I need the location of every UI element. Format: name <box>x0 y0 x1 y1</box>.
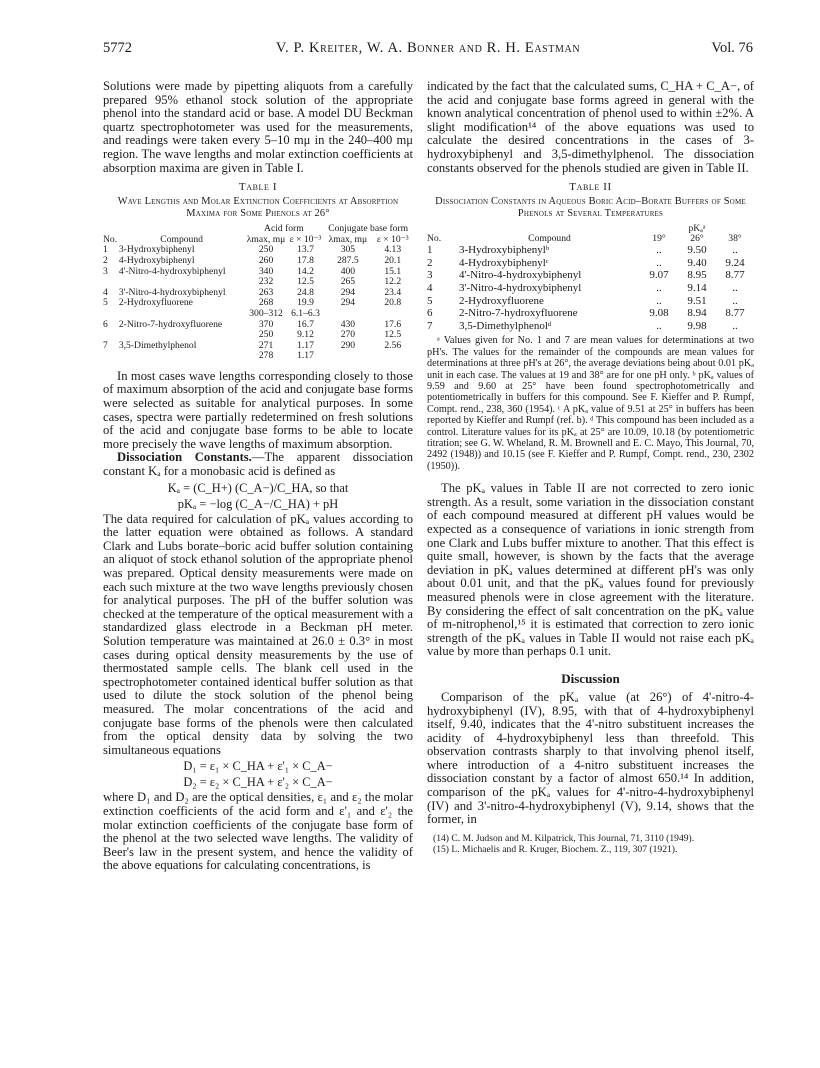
table-row: 250 9.12 270 12.5 <box>258 329 402 341</box>
table2-pka-header: pKₐᵃ <box>688 223 706 235</box>
paragraph: indicated by the fact that the calculated sums, C_HA + C_A−, of the acid and conjugate base forms agreed in general with the known analytical concentration of phenol used to within ±2%. A slight modification¹⁴ of the above equations was used to calculate the desired concentrations in the cases of 3-hydroxybiphenyl and 3,5-dimethylphenol. The dissociation constants observed for the phenols studied are given in Table II. <box>427 79 754 175</box>
table2-temp-header: 19° <box>652 233 666 245</box>
table-row: 2 4-Hydroxybiphenyl 260 17.8 287.5 20.1 <box>103 254 402 266</box>
table1-eps-header: ε × 10⁻³ <box>289 233 322 245</box>
table-row: 3 4'-Nitro-4-hydroxybiphenyl 340 14.2 400 15.1 <box>103 265 402 277</box>
subsection-heading: Dissociation Constants. <box>117 450 252 465</box>
table2-header-row <box>427 224 754 234</box>
paragraph: where D₁ and D₂ are the optical densities, ε₁ and ε₂ the molar extinction coefficients of the acid form and ε'₁ and ε'₂ the molar extinction coefficients of the conjugate base form of the phenol at the two selected wave lengths. The validity of Beer's law in the present system, and hence the validity of the above equations for calculating concentrations, is <box>103 790 413 873</box>
table-row: 1 3-Hydroxybiphenyl 250 13.7 305 4.13 <box>103 244 402 256</box>
table-row: 6 2-Nitro-7-hydroxyfluorene 370 16.7 430 17.6 <box>103 318 402 330</box>
table2-subheader-row <box>427 234 754 244</box>
reference-15: (15) L. Michaelis and R. Kruger, Biochem. Z., 119, 307 (1921). <box>433 843 678 855</box>
table2-footnote-text: ᵃ Values given for No. 1 and 7 are mean values for determinations at two pH's. The values for the remainder of the compounds are mean values for determinations at three pH's at 26°, the average deviations being about 0.01 pKₐ unit in each case. The values at 19 and 38° are for one pH only. ᵇ pKₐ values of 9.59 and 9.60 at 25° have been found spectrophotometrically and potentiometrically in buffers for this compound. See F. Kieffer and P. Rumpf, Compt. rend., 238, 360 (1954). ᶜ A pKₐ value of 9.51 at 25° in buffers has been reported by Kieffer and Rumpf (ref. b). ᵈ This compound has been included as a control. Literature values for its pKₐ at 25° are 10.09, 10.18 (by potentiometric titration; see G. W. Wheland, R. M. Brownell and E. C. Mayo, This Journal, 70, 2492 (1948)) and 10.15 (see F. Kieffer and P. Rumpf, Compt. rend., 230, 2302 (1950)). <box>427 335 754 472</box>
equation: D₁ = ε₁ × C_HA + ε'₁ × C_A− <box>183 759 333 774</box>
table-row: 278 1.17 <box>258 350 314 362</box>
table2-temp-header: 26° <box>690 233 704 245</box>
paragraph: The pKₐ values in Table II are not corrected to zero ionic strength. As a result, some variation in the dissociation constant of each compound measured at different pH values would be expected as a consequence of variations in ionic strength from one Clark and Lubs buffer mixture to another. That this effect is quite small, however, is shown by the facts that the average deviation in pKₐ values determined at different pH's was only about 0.01 unit, and that the pKₐ values found for previously measured phenols were in close agreement with the literature. By considering the effect of salt concentration on the pKₐ value of m-nitrophenol,¹⁵ it is estimated that correction to zero ionic strength of the pKₐ values in Table II would not raise each pKₐ value by more than perhaps 0.1 unit. <box>427 481 754 659</box>
paragraph: Comparison of the pKₐ value (at 26°) of 4'-nitro-4-hydroxybiphenyl (IV), 8.95, with that of 4-hydroxybiphenyl itself, 9.40, indicates that the 4'-nitro substituent increases the acidity of 4-hydroxybiphenyl less than threefold. This observation contrasts sharply to that involving phenol itself, where introduction of a 4-nitro substituent increases the dissociation constant by a factor of almost 650.¹⁴ In addition, comparison of the pKₐ values for 4'-nitro-4-hydroxybiphenyl (IV) and 3'-nitro-4-hydroxybiphenyl (V), 9.14, shows that the former, in <box>427 689 754 827</box>
table2-title: Dissociation Constants in Aqueous Boric Acid–Borate Buffers of Some Phenols at Several Temperatures <box>435 196 746 220</box>
table-row: 4 3'-Nitro-4-hydroxybiphenyl .. 9.14 .. <box>427 281 738 294</box>
table-row: 7 3,5-Dimethylphenolᵈ .. 9.98 .. <box>427 319 738 332</box>
page-number: 5772 <box>103 40 132 56</box>
table2-compound-header: Compound <box>528 233 571 245</box>
equation: Kₐ = (C_H+) (C_A−)/C_HA, so that <box>167 480 349 495</box>
table1-base-form-header: Conjugate base form <box>328 223 409 235</box>
table1-caption <box>103 181 413 220</box>
footnote-references <box>427 833 754 855</box>
table-row: 5 2-Hydroxyfluorene .. 9.51 .. <box>427 294 738 307</box>
table2-footnotes <box>427 335 754 472</box>
table1-lmax-header: λmax, mμ <box>246 233 286 245</box>
table1-lmax-header: λmax, mμ <box>328 233 368 245</box>
table-row: 3 4'-Nitro-4-hydroxybiphenyl 9.07 8.95 8.77 <box>427 269 745 282</box>
page-header <box>103 40 753 60</box>
table-row: 300–312 6.1–6.3 <box>249 307 320 319</box>
table2-label: Table II <box>569 181 612 194</box>
table-row: 7 3,5-Dimethylphenol 271 1.17 290 2.56 <box>103 339 402 351</box>
paragraph: In most cases wave lengths corresponding closely to those of maximum absorption of the acid and conjugate base forms were selected as suitable for analytical purposes. In some cases, spectra were partially redetermined on fresh solutions of the acid and conjugate base forms to be able to locate more precisely the wave lengths of maximum absorption. <box>103 368 413 451</box>
running-authors: V. P. Kreiter, W. A. Bonner and R. H. Eastman <box>275 40 581 56</box>
table1 <box>103 224 413 362</box>
volume-label: Vol. 76 <box>711 40 753 56</box>
equation: pKₐ = −log (C_A−/C_HA) + pH <box>177 496 339 511</box>
table-row: 1 3-Hydroxybiphenylᵇ .. 9.50 .. <box>427 244 738 257</box>
table1-eps-header: ε × 10⁻³ <box>376 233 409 245</box>
table2-caption <box>427 181 754 220</box>
table-row: 6 2-Nitro-7-hydroxyfluorene 9.08 8.94 8.77 <box>427 307 745 320</box>
table2-no-header: No. <box>427 233 442 245</box>
table1-label: Table I <box>238 181 278 194</box>
equation: D₂ = ε₂ × C_HA + ε'₂ × C_A− <box>183 775 333 790</box>
table1-no-header: No. <box>103 233 118 245</box>
table1-compound-header: Compound <box>160 233 203 245</box>
table2 <box>427 224 754 332</box>
table-row: 2 4-Hydroxybiphenylᶜ .. 9.40 9.24 <box>427 256 745 269</box>
paragraph <box>103 451 413 478</box>
table-row: 4 3'-Nitro-4-hydroxybiphenyl 263 24.8 294 23.4 <box>103 286 402 298</box>
table1-title: Wave Lengths and Molar Extinction Coefficients at Absorption Maxima for Some Phenols at 26° <box>117 196 399 220</box>
table-row: 232 12.5 265 12.2 <box>258 276 402 288</box>
left-column <box>103 80 413 873</box>
section-heading: Discussion <box>561 670 620 686</box>
table2-temp-header: 38° <box>728 233 742 245</box>
right-column <box>427 80 754 855</box>
reference-14: (14) C. M. Judson and M. Kilpatrick, This Journal, 71, 3110 (1949). <box>433 832 695 844</box>
paragraph-text: —The apparent dissociation constant Kₐ for a monobasic acid is defined as <box>103 450 413 479</box>
paragraph: The data required for calculation of pKₐ values according to the latter equation were obtained as follows. A standard Clark and Lubs borate–boric acid buffer solution containing an aliquot of stock ethanol solution of the appropriate phenol was prepared. Optical density measurements were made on each such mixture at the two wave lengths previously chosen for analytical purposes. The pH of the buffer solution was checked at the temperature of the optical measurement with a standardized glass electrode in a Beckman pH meter. Solution temperature was maintained at 26.0 ± 0.3° in most cases during optical density measurements by the use of thermostated sample cells. The blank cell used in the spectrophotometer contained identical buffer solution as that used to dilute the stock solution of the phenol being measured. The molar concentrations of the acid and conjugate base forms of the phenols were then calculated from the optical density data by solving the two simultaneous equations <box>103 511 413 757</box>
table1-acid-form-header: Acid form <box>264 223 304 235</box>
table-row: 5 2-Hydroxyfluorene 268 19.9 294 20.8 <box>103 297 402 309</box>
paragraph: Solutions were made by pipetting aliquots from a carefully prepared 95% ethanol stock solution of the appropriate phenol into the standard acid or base. A model DU Beckman quartz spectrophotometer was used for the measurements, and readings were taken every 5–10 mμ in the 240–400 mμ region. The wave lengths and molar extinction coefficients at absorption maxima are given in Table I. <box>103 79 413 175</box>
